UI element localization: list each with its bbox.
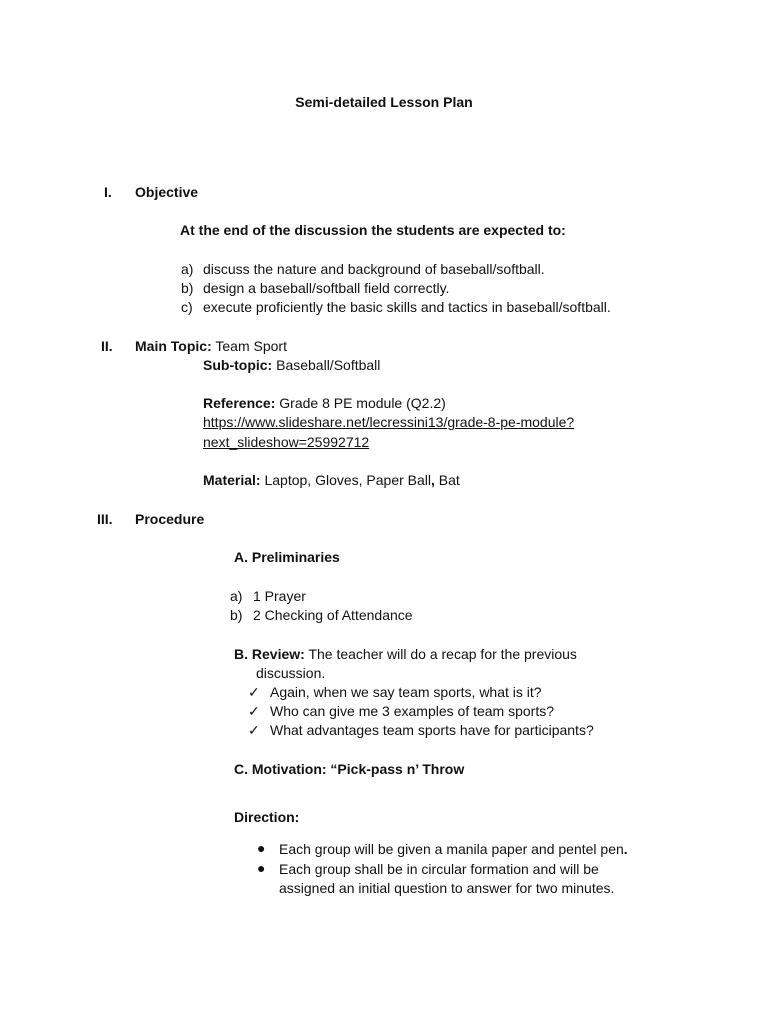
reference-label: Reference: [203,395,276,411]
material-value: Laptop, Gloves, Paper Ball [260,472,432,488]
subtopic-label: Sub-topic: [203,357,273,373]
section-heading-procedure: Procedure [135,511,205,527]
review-line [234,645,577,663]
main-topic-line [135,337,287,355]
direction-item-text: Each group will be given a manila paper and pentel pen [279,841,624,857]
preliminaries-heading: A. Preliminaries [234,549,340,565]
reference-link[interactable]: https://www.slideshare.net/lecressini13/grade-8-pe-module? [203,414,575,430]
review-question: What advantages team sports have for participants? [270,722,594,738]
direction-item-text: Each group shall be in circular formation and will be [279,861,599,877]
section-numeral-objective: I. [104,184,112,200]
reference-link-continued[interactable]: next_slideshow=25992712 [203,434,370,450]
objective-intro: At the end of the discussion the students are expected to: [180,222,566,238]
review-label: B. Review: [234,646,305,662]
objective-item-text: execute proficiently the basic skills and tactics in baseball/softball. [203,299,611,315]
direction-item-text-continued: assigned an initial question to answer for two minutes. [279,880,615,896]
direction-item-period: . [623,841,628,857]
direction-item [279,840,628,858]
check-mark-icon: ✓ [248,722,260,738]
material-label: Material: [203,472,261,488]
material-line [203,471,460,489]
motivation-heading: C. Motivation: “Pick-pass n’ Throw [234,761,465,777]
reference-value: Grade 8 PE module (Q2.2) [275,395,446,411]
subtopic-value: Baseball/Softball [272,357,381,373]
preliminaries-item-text: 2 Checking of Attendance [253,607,413,623]
objective-item-text: discuss the nature and background of baseball/softball. [203,261,545,277]
preliminaries-item-marker: a) [230,588,243,604]
main-topic-label: Main Topic: [135,338,212,354]
page-title: Semi-detailed Lesson Plan [295,94,473,110]
objective-item-marker: b) [181,280,194,296]
objective-item-marker: c) [181,299,193,315]
direction-heading: Direction: [234,809,300,825]
material-comma: , [431,472,435,488]
bullet-dot-icon: ● [257,860,266,876]
reference-line [203,394,446,412]
bullet-dot-icon: ● [257,840,266,856]
objective-item-text: design a baseball/softball field correctly. [203,280,450,296]
preliminaries-item-marker: b) [230,607,243,623]
section-heading-objective: Objective [135,184,199,200]
check-mark-icon: ✓ [248,684,260,700]
main-topic-value: Team Sport [211,338,287,354]
review-text: The teacher will do a recap for the previous [304,646,577,662]
preliminaries-item-text: 1 Prayer [253,588,306,604]
check-mark-icon: ✓ [248,703,260,719]
objective-item-marker: a) [181,261,194,277]
review-question: Who can give me 3 examples of team sports? [270,703,555,719]
subtopic-line [203,356,380,374]
material-value-end: Bat [434,472,460,488]
section-numeral-procedure: III. [97,511,113,527]
review-question: Again, when we say team sports, what is it? [270,684,542,700]
section-numeral-main-topic: II. [101,338,113,354]
review-text-continued: discussion. [256,665,326,681]
